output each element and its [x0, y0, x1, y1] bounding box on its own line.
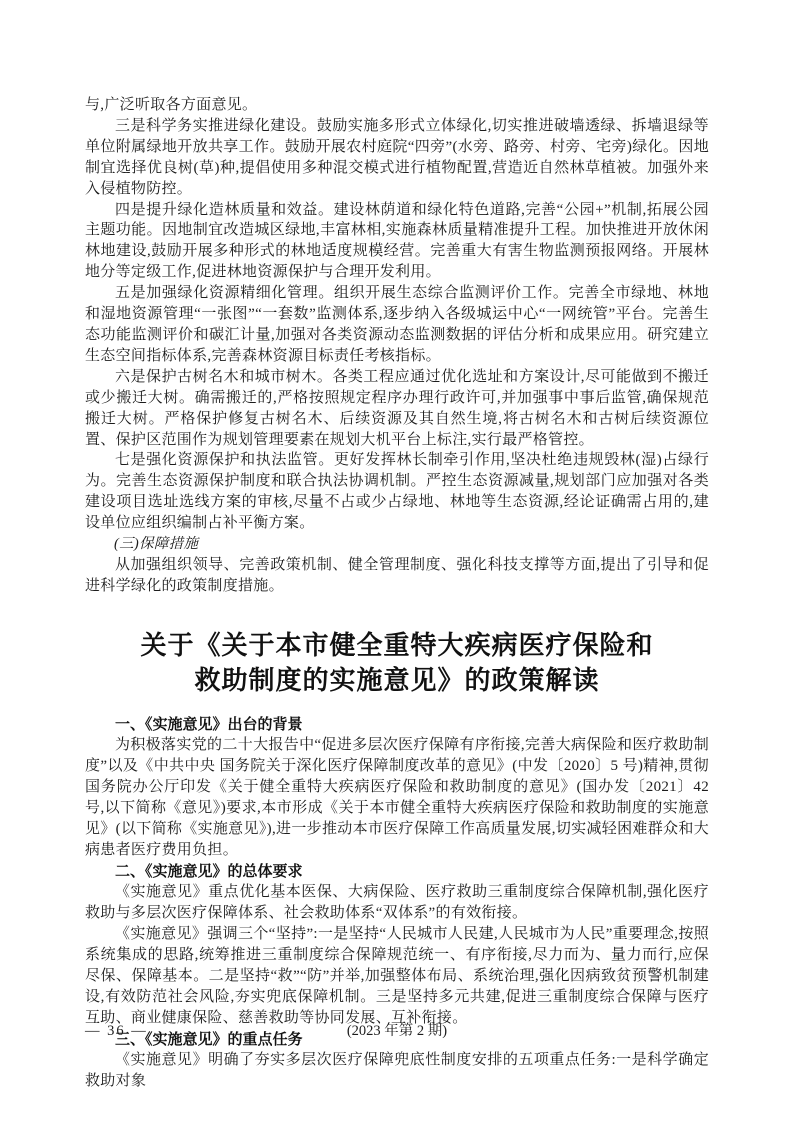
page-number: — 36 — — [85, 1023, 148, 1039]
paragraph: 为积极落实党的二十大报告中“促进多层次医疗保障有序衔接,完善大病保险和医疗救助制度”以及《中共中央 国务院关于深化医疗保障制度改革的意见》(中发〔2020〕5 号)精神,贯彻国务院办公厅印发《关于健全重特大疾病医疗保险和救助制度的意见》(国办发〔2021〕42 号,以下简称《意见》)要求,本市形成《关于本市健全重特大疾病医疗保险和救助制度的实施意见》(以下简称《实施意见》),进一步推动本市医疗保障工作高质量发展,切实减轻困难群众和大病患者医疗费用负担。 — [85, 737, 709, 858]
section-heading-key-tasks: 三、《实施意见》的重点任务 — [115, 1030, 303, 1048]
paragraph: 七是强化资源保护和执法监管。更好发挥林长制牵引作用,坚决杜绝违规毁林(湿)占绿行为。完善生态资源保护制度和联合执法协调机制。严控生态资源减量,规划部门应加强对各类建设项目选址选线方案的审核,尽量不占或少占绿地、林地等生态资源,经论证确需占用的,建设单位应组织编制占补平衡方案。 — [85, 452, 709, 532]
article-title-line-1: 关于《关于本市健全重特大疾病医疗保险和 — [140, 629, 654, 660]
article-title-line-2: 救助制度的实施意见》的政策解读 — [194, 664, 600, 695]
section-heading-background: 一、《实施意见》出台的背景 — [115, 715, 303, 733]
paragraph: 与,广泛听取各方面意见。 — [85, 97, 258, 113]
previous-article-ending — [85, 95, 709, 597]
section-heading-overall-requirements: 二、《实施意见》的总体要求 — [115, 862, 303, 880]
paragraph: 《实施意见》重点优化基本医保、大病保险、医疗救助三重制度综合保障机制,强化医疗救助与多层次医疗保障体系、社会救助体系“双体系”的有效衔接。 — [85, 884, 709, 922]
paragraph: 从加强组织领导、完善政策机制、健全管理制度、强化科技支撑等方面,提出了引导和促进科学绿化的政策制度措施。 — [85, 556, 709, 594]
paragraph: 四是提升绿化造林质量和效益。建设林荫道和绿化特色道路,完善“公园+”机制,拓展公园主题功能。因地制宜改造城区绿地,丰富林相,实施森林质量精准提升工程。加快推进开放休闲林地建设,鼓励开展多种形式的林地适度规模经营。完善重大有害生物监测预报网络。开展林地分等定级工作,促进林地资源保护与合理开发利用。 — [85, 201, 709, 281]
page-footer — [85, 1020, 709, 1042]
paragraph: 《实施意见》强调三个“坚持”:一是坚持“人民城市人民建,人民城市为人民”重要理念,按照系统集成的思路,统筹推进三重制度综合保障规范统一、有序衔接,尽力而为、量力而行,应保尽保、保障基本。二是坚持“救”“防”并举,加强整体布局、系统治理,强化因病致贫预警机制建设,有效防范社会风险,夯实兜底保障机制。三是坚持多元共建,促进三重制度综合保障与医疗互助、商业健康保险、慈善救助等协同发展、互补衔接。 — [85, 926, 709, 1026]
paragraph: 《实施意见》明确了夯实多层次医疗保障兜底性制度安排的五项重点任务:一是科学确定救助对象 — [85, 1052, 709, 1089]
article-title — [85, 628, 709, 698]
paragraph: 五是加强绿化资源精细化管理。组织开展生态综合监测评价工作。完善全市绿地、林地和湿地资源管理“一张图”“一套数”监测体系,逐步纳入各级城运中心“一网统管”平台。完善生态功能监测评价和碳汇计量,加强对各类资源动态监测数据的评估分析和成果应用。研究建立生态空间指标体系,完善森林资源目标责任考核指标。 — [85, 285, 709, 364]
issue-label: (2023 年第 2 期) — [346, 1023, 448, 1039]
paragraph: 三是科学务实推进绿化建设。鼓励实施多形式立体绿化,切实推进破墙透绿、拆墙退绿等单位附属绿地开放共享工作。鼓励开展农村庭院“四旁”(水旁、路旁、村旁、宅旁)绿化。因地制宜选择优良树(草)种,提倡使用多种混交模式进行植物配置,营造近自然林草植被。加强外来入侵植物防控。 — [85, 117, 709, 197]
paragraph: 六是保护古树名木和城市树木。各类工程应通过优化选址和方案设计,尽可能做到不搬迁或少搬迁大树。确需搬迁的,严格按照规定程序办理行政许可,并加强事中事后监管,确保规范搬迁大树。严格保护修复古树名木、后续资源及其自然生境,将古树名木和古树后续资源位置、保护区范围作为规划管理要素在规划大机平台上标注,实行最严格管控。 — [85, 368, 709, 448]
subsection-heading: (三)保障措施 — [114, 536, 199, 553]
